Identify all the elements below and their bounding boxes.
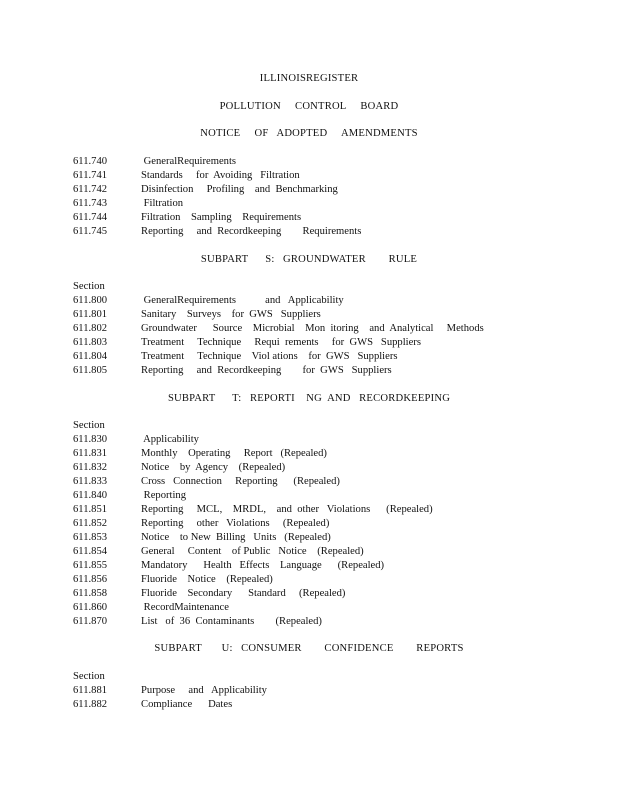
section-title: Notice to New Billing Units (Repealed) — [141, 532, 331, 543]
section-number: 611.854 — [73, 546, 108, 557]
section-title: Cross Connection Reporting (Repealed) — [141, 476, 340, 487]
section-title: Applicability — [141, 434, 199, 445]
section-number: 611.856 — [73, 574, 108, 585]
section-number: 611.840 — [73, 490, 108, 501]
section-number: 611.860 — [73, 602, 108, 613]
section-number: 611.800 — [73, 295, 108, 306]
section-number: 611.852 — [73, 518, 108, 529]
section-title: Standards for Avoiding Filtration — [141, 170, 300, 181]
section-title: List of 36 Contaminants (Repealed) — [141, 616, 322, 627]
section-number: 611.745 — [73, 226, 108, 237]
section-number: 611.801 — [73, 309, 108, 320]
section-number: 611.742 — [73, 184, 108, 195]
section-number: 611.744 — [73, 212, 108, 223]
section-label: Section — [73, 420, 105, 431]
section-title: Purpose and Applicability — [141, 685, 267, 696]
section-title: Reporting and Recordkeeping Requirements — [141, 226, 362, 237]
section-title: Treatment Technique Requi rements for GWS Suppliers — [141, 337, 421, 348]
section-number: 611.833 — [73, 476, 108, 487]
section-title: Reporting — [141, 490, 187, 501]
section-title: Notice by Agency (Repealed) — [141, 462, 286, 473]
subpart-s-heading: SUBPART S: GROUNDWATER RULE — [200, 254, 418, 265]
section-title: GeneralRequirements and Applicability — [141, 295, 344, 306]
section-label: Section — [73, 671, 105, 682]
section-number: 611.870 — [73, 616, 108, 627]
section-number: 611.853 — [73, 532, 108, 543]
section-number: 611.830 — [73, 434, 108, 445]
section-number: 611.803 — [73, 337, 108, 348]
section-title: Fluoride Secondary Standard (Repealed) — [141, 588, 346, 599]
section-number: 611.882 — [73, 699, 108, 710]
section-title: Reporting and Recordkeeping for GWS Suppliers — [141, 365, 392, 376]
section-number: 611.741 — [73, 170, 108, 181]
section-title: Groundwater Source Microbial Mon itoring and Analytical Methods — [141, 323, 484, 334]
section-title: Treatment Technique Viol ations for GWS Suppliers — [141, 351, 398, 362]
subpart-u-heading: SUBPART U: CONSUMER CONFIDENCE REPORTS — [154, 643, 464, 654]
section-number: 611.743 — [73, 198, 108, 209]
notice-title: NOTICE OF ADOPTED AMENDMENTS — [200, 128, 418, 139]
section-title: Reporting MCL, MRDL, and other Violations (Repealed) — [141, 504, 433, 515]
section-title: Mandatory Health Effects Language (Repealed) — [141, 560, 385, 571]
section-number: 611.832 — [73, 462, 108, 473]
section-title: Filtration Sampling Requirements — [141, 212, 302, 223]
section-title: GeneralRequirements — [141, 156, 237, 167]
board-title: POLLUTION CONTROL BOARD — [219, 101, 399, 112]
section-title: Sanitary Surveys for GWS Suppliers — [141, 309, 321, 320]
section-number: 611.804 — [73, 351, 108, 362]
section-number: 611.855 — [73, 560, 108, 571]
section-title: RecordMaintenance — [141, 602, 229, 613]
section-title: General Content of Public Notice (Repealed) — [141, 546, 364, 557]
register-title: ILLINOISREGISTER — [259, 73, 359, 84]
section-title: Fluoride Notice (Repealed) — [141, 574, 273, 585]
section-number: 611.740 — [73, 156, 108, 167]
section-number: 611.858 — [73, 588, 108, 599]
subpart-t-heading: SUBPART T: REPORTI NG AND RECORDKEEPING — [167, 393, 451, 404]
section-number: 611.802 — [73, 323, 108, 334]
section-number: 611.851 — [73, 504, 108, 515]
section-number: 611.831 — [73, 448, 108, 459]
section-number: 611.805 — [73, 365, 108, 376]
section-title: Disinfection Profiling and Benchmarking — [141, 184, 338, 195]
section-title: Monthly Operating Report (Repealed) — [141, 448, 327, 459]
section-title: Filtration — [141, 198, 184, 209]
section-number: 611.881 — [73, 685, 108, 696]
section-title: Reporting other Violations (Repealed) — [141, 518, 330, 529]
section-title: Compliance Dates — [141, 699, 233, 710]
section-label: Section — [73, 281, 105, 292]
